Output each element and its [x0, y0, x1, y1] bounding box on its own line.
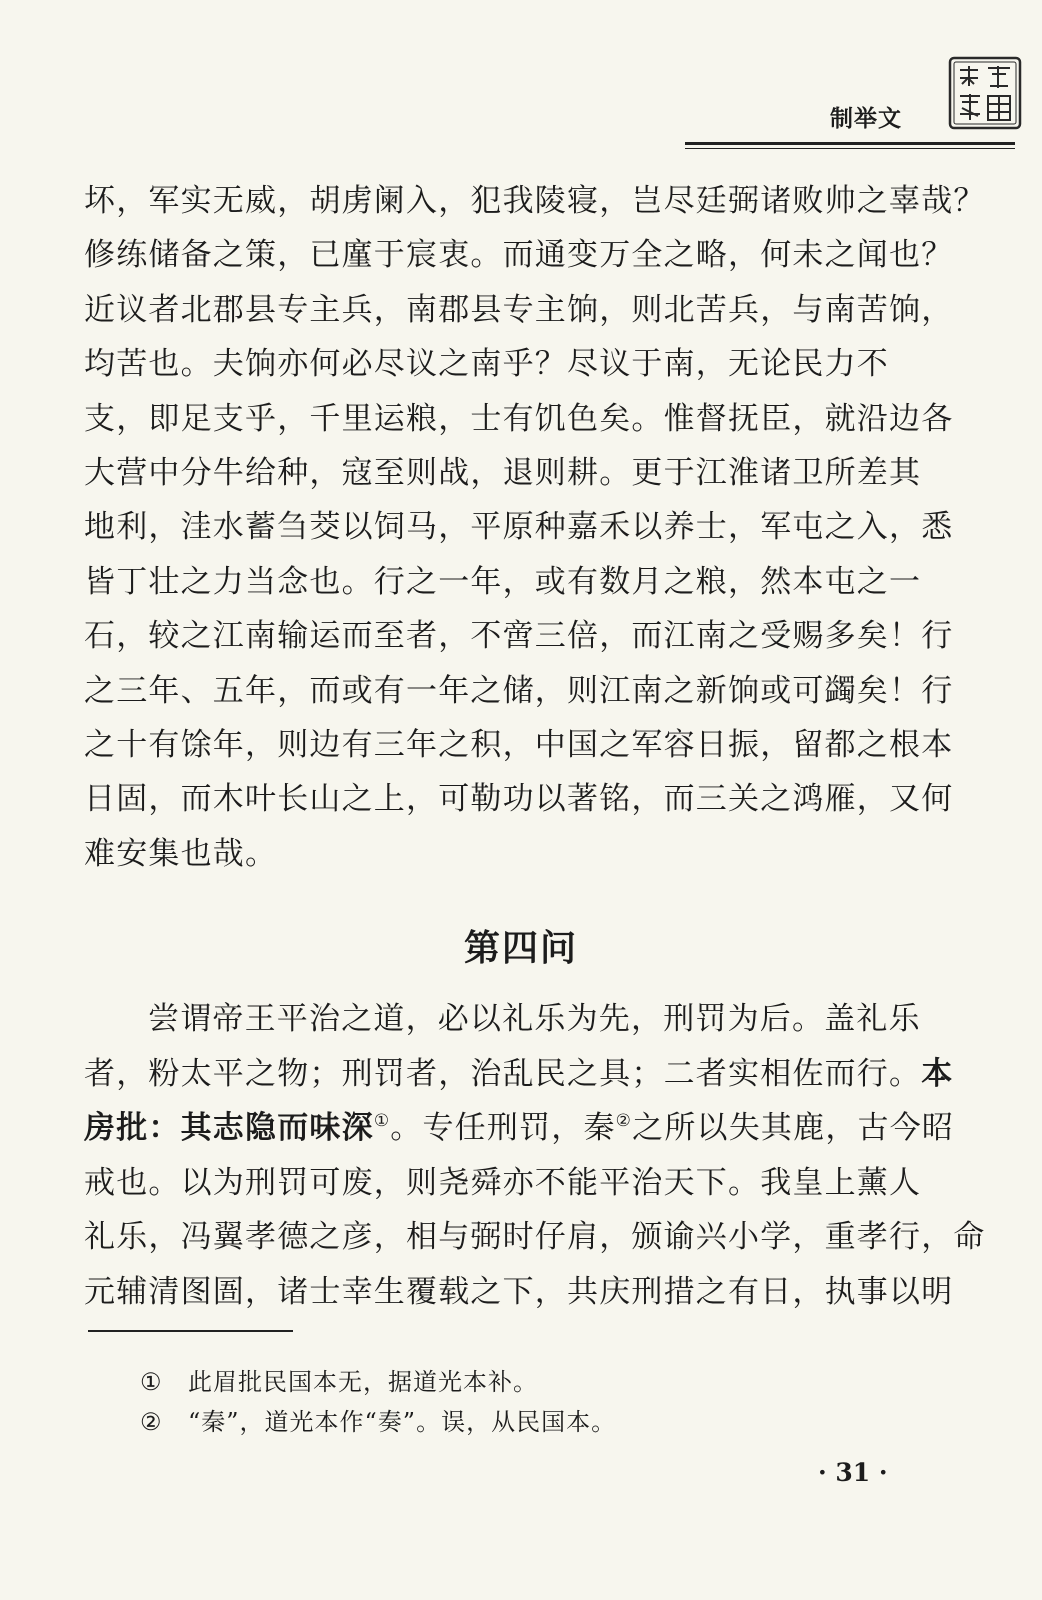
page-number: · 31 ·: [818, 1458, 888, 1487]
footnote-rule: [88, 1330, 293, 1332]
footnote-text: “秦”，道光本作“奏”。误，从民国本。: [188, 1408, 617, 1436]
footnote-ref[interactable]: ②: [615, 1111, 633, 1131]
header-rule-thin: [685, 148, 1015, 149]
text-line: 元辅清图圄，诸士幸生覆载之下，共庆刑措之有日，执事以明: [84, 1273, 954, 1310]
text-line: 支，即足支乎，千里运粮，士有饥色矣。惟督抚臣，就沿边各: [84, 400, 954, 437]
marginal-note: 本: [921, 1055, 954, 1092]
text-span: 之所以失其鹿，古今昭: [632, 1110, 955, 1146]
footnote-text: 此眉批民国本无，据道光本补。: [188, 1368, 538, 1396]
footnotes: [140, 1362, 940, 1442]
text-line: 大营中分牛给种，寇至则战，退则耕。更于江淮诸卫所差其: [84, 455, 922, 492]
text-line: [84, 1101, 955, 1156]
body-text: [84, 174, 986, 881]
footnote: [140, 1362, 940, 1402]
text-line: 地利，洼水蓄刍茭以饲马，平原种嘉禾以养士，军屯之入，悉: [84, 509, 954, 546]
section-body: [84, 992, 986, 1319]
seal-stamp-icon: [948, 56, 1022, 130]
section-title: 第四问: [463, 928, 578, 969]
text-line: 礼乐，冯翼孝德之彦，相与弼时仔肩，颁谕兴小学，重孝行，命: [84, 1219, 986, 1255]
text-span: 。专任刑罚，秦: [390, 1110, 616, 1146]
header-title: 制举文: [830, 106, 902, 132]
footnote: [140, 1402, 940, 1442]
header-rule: [685, 142, 1015, 145]
text-line: 日固，而木叶长山之上，可勒功以著铭，而三关之鸿雁，又何: [84, 781, 954, 818]
text-line: [84, 1047, 954, 1102]
footnote-mark: ①: [140, 1368, 163, 1396]
footnote-mark: ②: [140, 1408, 163, 1436]
text-line: 均苦也。夫饷亦何必尽议之南乎？尽议于南，无论民力不: [84, 346, 889, 383]
text-line: 皆丁壮之力当念也。行之一年，或有数月之粮，然本屯之一: [84, 563, 922, 600]
text-line: 之十有馀年，则边有三年之积，中国之军容日振，留都之根本: [84, 727, 954, 764]
text-line: 坏，军实无威，胡虏阑入，犯我陵寝，岂尽廷弼诸败帅之辜哉？: [84, 183, 986, 219]
text-span: 者，粉太平之物；刑罚者，治乱民之具；二者实相佐而行。: [84, 1055, 922, 1092]
text-line: 之三年、五年，而或有一年之储，则江南之新饷或可蠲矣！行: [84, 672, 954, 709]
text-line: 戒也。以为刑罚可废，则尧舜亦不能平治天下。我皇上薰人: [84, 1164, 922, 1201]
text-line: 近议者北郡县专主兵，南郡县专主饷，则北苦兵，与南苦饷，: [84, 291, 954, 328]
footnote-ref[interactable]: ①: [373, 1111, 391, 1131]
marginal-note: 房批：其志隐而味深: [84, 1110, 374, 1146]
text-line: 修练储备之策，已廑于宸衷。而通变万全之略，何未之闻也？: [84, 237, 954, 274]
text-span: 尝谓帝王平治之道，必以礼乐为先，刑罚为后。盖礼乐: [148, 1001, 921, 1037]
text-line: [84, 992, 944, 1047]
text-line: 石，较之江南输运而至者，不啻三倍，而江南之受赐多矣！行: [84, 618, 954, 655]
text-line: 难安集也哉。: [84, 835, 278, 872]
